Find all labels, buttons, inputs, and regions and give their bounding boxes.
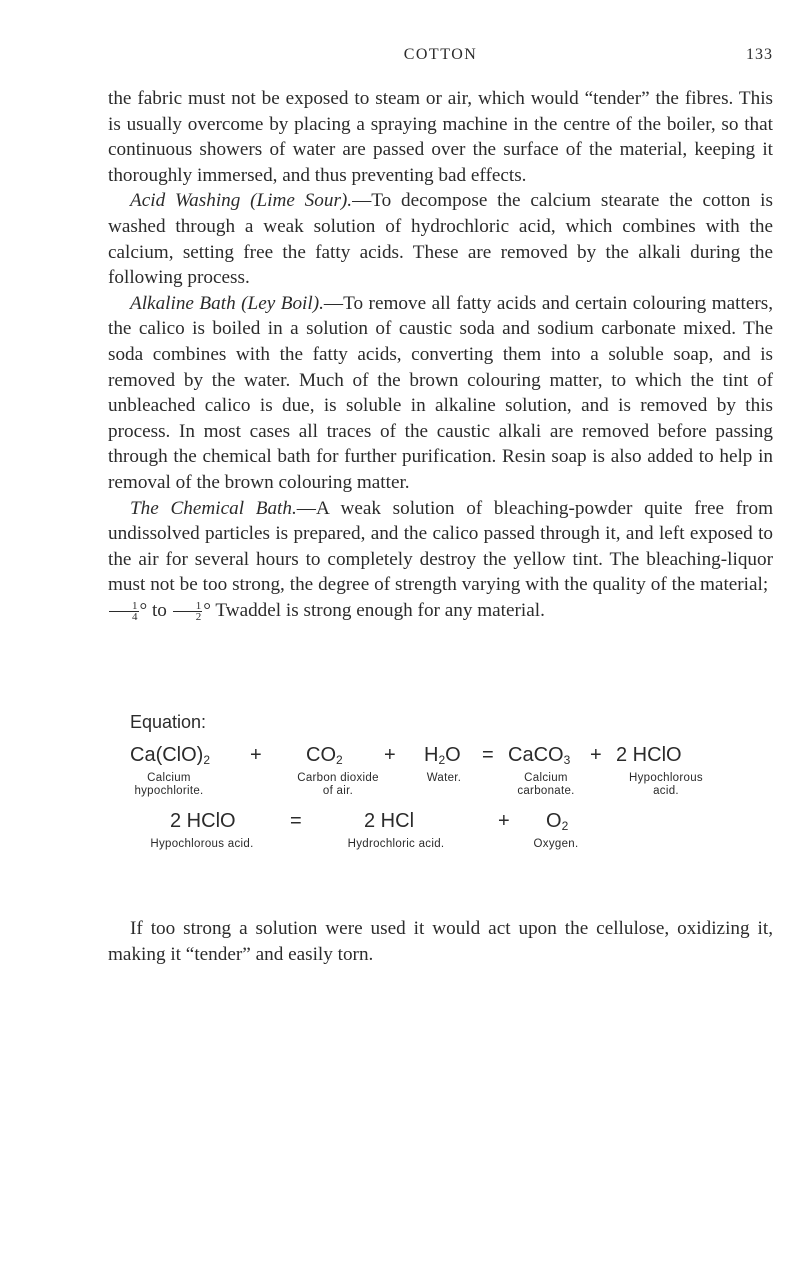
plus-sign: + (498, 810, 510, 832)
caption-calcium-carbonate: Calcium carbonate. (517, 772, 575, 797)
heading-acid-washing: Acid Washing (Lime Sour). (130, 190, 353, 212)
paragraph-1: the fabric must not be exposed to steam or air, which would “tender” the fibres. This is usually overcome by placing a spraying machine in the centre of the boiler, so that continuous showers of water are passed over the surface of the material, keeping it thoroughly immersed, and thus preventing bad effects. (108, 88, 773, 186)
heading-alkaline-bath: Alkaline Bath (Ley Boil). (130, 292, 324, 314)
caption-hypochlorous-acid-2: Hypochlorous acid. (150, 838, 254, 850)
fraction-quarter: $\frac{1}{4}$ (109, 601, 139, 622)
term-calcium-carbonate: CaCO$_3$ (508, 744, 571, 767)
caption-calcium-hypochlorite: Calcium hypochlorite. (134, 772, 204, 797)
term-carbon-dioxide: $CO_2$ (306, 744, 343, 767)
alkaline-bath-text: —To remove all fatty acids and certain colouring matters, the calico is boiled in a solution of caustic soda and sodium carbonate mixed. The soda combines with the fatty acids, converting them into a soluble soap, and is removed by the water. Much of the brown colouring matter, to which the tint of unbleached calico is due, is soluble in alkaline solution, and is removed by this process. In most cases all traces of the caustic alkali are removed before passing through the chemical bath for further purification. Resin soap is also added to help in removal of the brown colouring matter. (108, 292, 773, 493)
plus-sign: + (384, 744, 396, 766)
equals-sign: = (482, 744, 494, 766)
plus-sign: + (250, 744, 262, 766)
body-text (108, 86, 773, 623)
paragraph-acid-washing (108, 188, 773, 290)
caption-carbon-dioxide: Carbon dioxide of air. (297, 772, 379, 797)
running-header (108, 46, 773, 70)
running-title: COTTON (403, 46, 478, 63)
term-hypochlorous-acid: 2 HClO (616, 744, 682, 766)
page-number: 133 (746, 46, 773, 63)
caption-hypochlorous-acid: Hypochlorous acid. (629, 772, 703, 797)
equals-sign: = (290, 810, 302, 832)
term-water: $H_2O$ (424, 744, 461, 767)
term-calcium-hypochlorite: $Ca(ClO)_2$ (130, 744, 211, 767)
plus-sign: + (590, 744, 602, 766)
caption-hydrochloric-acid: Hydrochloric acid. (347, 838, 445, 850)
chemical-bath-text: —A weak solution of bleaching-powder quite free from undissolved particles is prepared, and the calico passed through it, and left exposed to the air for several hours to completely destroy the yellow tint. The bleaching-liquor must not be too strong, the degree of strength varying with the quality of the material; (108, 497, 774, 596)
caption-oxygen: Oxygen. (533, 838, 579, 850)
caption-water: Water. (426, 772, 462, 784)
term-hydrochloric-acid: 2 HCl (364, 810, 415, 832)
equation-label: Equation: (130, 712, 207, 732)
chemical-bath-end: ° Twaddel is strong enough for any material. (203, 599, 545, 621)
paragraph-alkaline-bath (108, 291, 773, 496)
term-oxygen: $O_2$ (546, 810, 569, 833)
closing-paragraph (108, 916, 773, 967)
closing-text: If too strong a solution were used it would act upon the cellulose, oxidizing it, making it “tender” and easily torn. (108, 918, 773, 965)
heading-chemical-bath: The Chemical Bath. (130, 497, 297, 519)
acid-washing-text: —To decompose the calcium stearate the cotton is washed through a weak solution of hydrochloric acid, which combines with the calcium, setting free the fatty acids. These are removed by the alkali during the following process. (108, 190, 773, 289)
fraction-half: $\frac{1}{2}$ (173, 601, 203, 622)
term-hypochlorous-acid-2: 2 HClO (170, 810, 236, 832)
paragraph-chemical-bath (108, 496, 773, 624)
degree-to: ° to (139, 599, 167, 621)
